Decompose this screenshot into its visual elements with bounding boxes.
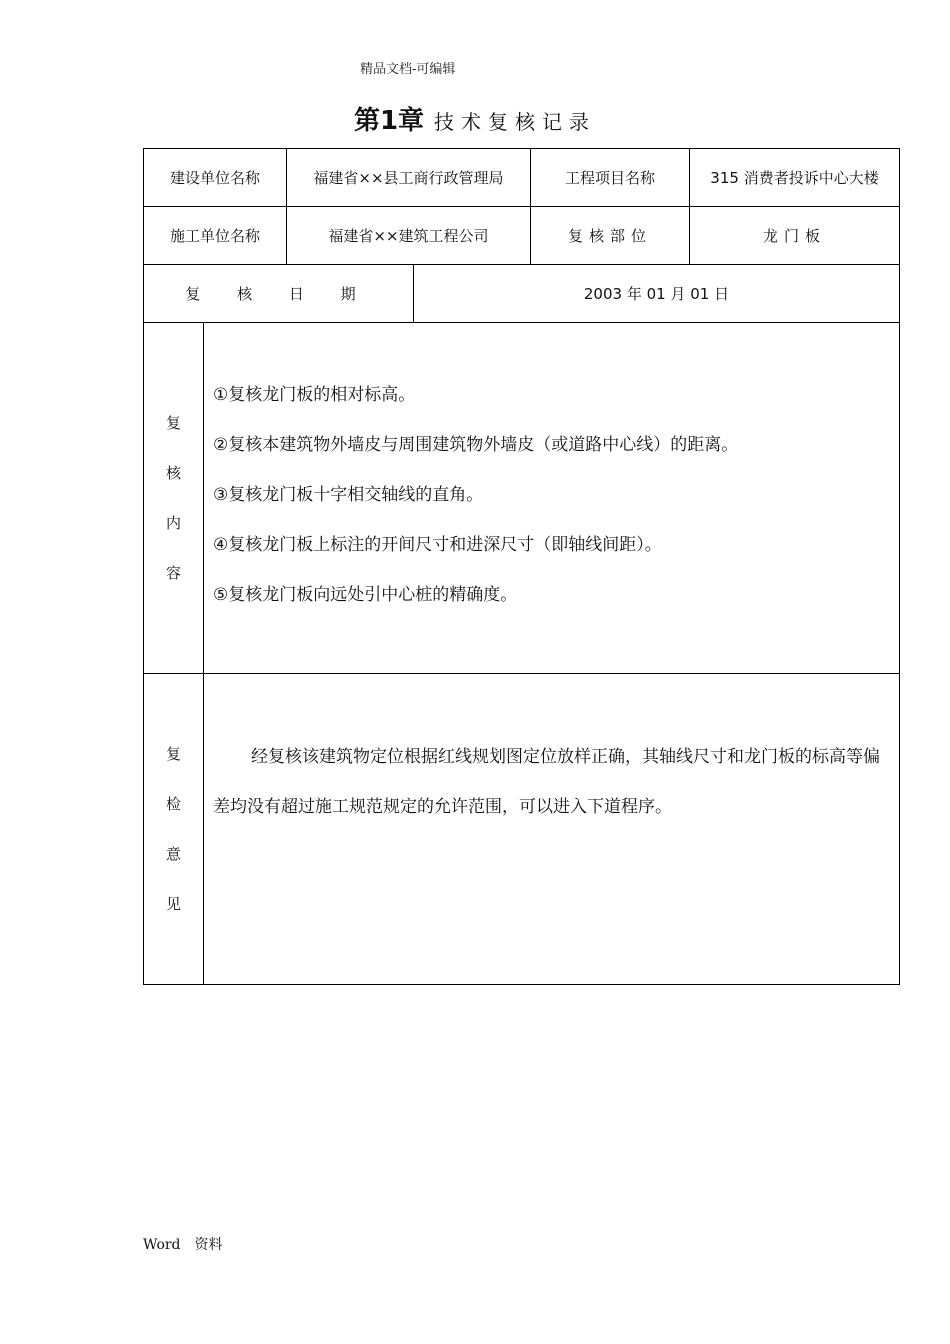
opinion-label [144, 674, 204, 985]
content-item: ①复核龙门板的相对标高。 [213, 385, 416, 405]
project-label: 工程项目名称 [531, 149, 690, 207]
opinion-label-char: 复 [165, 745, 181, 763]
chapter-number: 第1章 [353, 106, 425, 136]
contractor-value: 福建省××建筑工程公司 [287, 207, 531, 265]
owner-value: 福建省××县工商行政管理局 [287, 149, 531, 207]
content-label [144, 323, 204, 674]
content-label-char: 容 [165, 564, 181, 582]
content-item: ②复核本建筑物外墙皮与周围建筑物外墙皮（或道路中心线）的距离。 [213, 435, 739, 455]
footer-word: Word [143, 1237, 181, 1253]
header-note: 精品文档-可编辑 [360, 62, 456, 77]
contractor-label: 施工单位名称 [144, 207, 287, 265]
technical-review-form [143, 148, 900, 985]
content-label-char: 核 [165, 464, 181, 482]
project-value: 315 消费者投诉中心大楼 [690, 149, 900, 207]
content-item: ④复核龙门板上标注的开间尺寸和进深尺寸（即轴线间距）。 [213, 535, 662, 555]
footer [143, 1234, 223, 1254]
content-label-char: 复 [165, 414, 181, 432]
page-title [0, 100, 950, 137]
form-row-opinion [143, 674, 900, 985]
opinion-text: 经复核该建筑物定位根据红线规划图定位放样正确，其轴线尺寸和龙门板的标高等偏差均没有超过施工规范规定的允许范围，可以进入下道程序。 [213, 747, 880, 817]
form-row-date [143, 265, 900, 323]
opinion-label-char: 见 [165, 895, 181, 913]
record-title: 技术复核记录 [434, 110, 597, 134]
review-date-value: 2003 年 01 月 01 日 [414, 265, 900, 323]
content-item: ⑤复核龙门板向远处引中心桩的精确度。 [213, 585, 518, 605]
form-row-content [143, 323, 900, 674]
review-part-value: 龙门板 [690, 207, 900, 265]
content-label-char: 内 [165, 514, 181, 532]
opinion-label-char: 检 [165, 795, 181, 813]
opinion-label-char: 意 [165, 845, 181, 863]
content-body [204, 323, 900, 674]
review-date-label: 复 核 日 期 [144, 265, 414, 323]
opinion-body [204, 674, 900, 985]
form-row-contractor [143, 207, 900, 265]
owner-label: 建设单位名称 [144, 149, 287, 207]
content-item: ③复核龙门板十字相交轴线的直角。 [213, 485, 484, 505]
form-row-owner [143, 148, 900, 207]
footer-material: 资料 [194, 1237, 223, 1253]
review-part-label: 复核部位 [531, 207, 690, 265]
